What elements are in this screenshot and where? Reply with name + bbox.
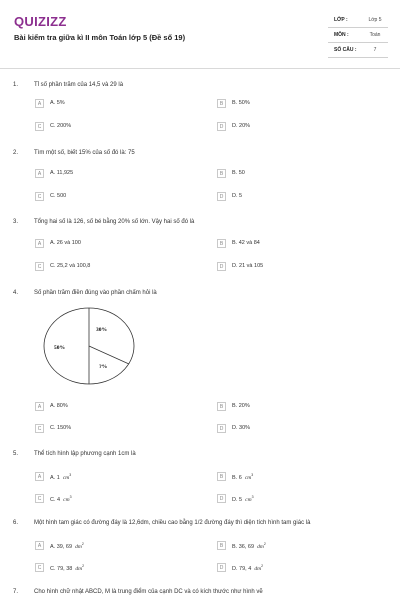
option-d[interactable] — [216, 562, 392, 573]
option-d[interactable] — [216, 493, 392, 504]
question-text: Tỉ số phần trăm của 14,5 và 29 là — [34, 82, 124, 88]
option-text: D. 5 $cm^3$ — [232, 495, 254, 503]
option-b[interactable] — [216, 471, 392, 482]
option-letter: A — [35, 239, 44, 248]
meta-value-subject: Toán — [369, 32, 381, 38]
option-text: A. 39, 69 $dm^2$ — [50, 542, 84, 550]
option-text: D. 21 và 105 — [232, 263, 264, 269]
option-letter: A — [35, 472, 44, 481]
option-d[interactable] — [216, 423, 392, 434]
option-c[interactable] — [34, 191, 210, 202]
question-text: Thể tích hình lập phương cạnh 1cm là — [34, 451, 136, 457]
option-text: A. 80% — [50, 403, 68, 409]
option-letter: D — [217, 494, 226, 503]
option-letter: A — [35, 169, 44, 178]
option-letter: C — [35, 424, 44, 433]
option-c[interactable] — [34, 121, 210, 132]
option-text: A. 11,925 — [50, 170, 74, 176]
option-text: C. 200% — [50, 123, 72, 129]
page-title: Bài kiểm tra giữa kì II môn Toán lớp 5 (Đề số 19) — [14, 33, 186, 42]
option-a[interactable] — [34, 98, 210, 109]
option-text: D. 30% — [232, 425, 251, 431]
option-text: C. 150% — [50, 425, 72, 431]
question-text: Tìm một số, biết 15% của số đó là: 75 — [34, 150, 135, 156]
quizizz-logo: QUIZIZZ — [14, 14, 67, 29]
option-a[interactable] — [34, 540, 210, 551]
question-number: 6. — [13, 520, 19, 526]
meta-value-class: Lớp 5 — [368, 17, 382, 23]
option-text: C. 500 — [50, 193, 67, 199]
option-letter: A — [35, 541, 44, 550]
option-letter: C — [35, 563, 44, 572]
option-d[interactable] — [216, 121, 392, 132]
question-number: 7. — [13, 589, 19, 595]
option-text: C. 25,2 và 100,8 — [50, 263, 91, 269]
meta-label-class: LỚP : — [334, 17, 348, 23]
option-a[interactable] — [34, 471, 210, 482]
pie-label-unknown: ?% — [99, 364, 108, 370]
option-letter: B — [217, 99, 226, 108]
option-letter: D — [217, 192, 226, 201]
question-text: Cho hình chữ nhật ABCD, M là trung điểm của cạnh DC và có kích thước như hình vẽ — [34, 589, 263, 595]
worksheet-header — [0, 0, 400, 66]
question-text: Một hình tam giác có đường đáy là 12,6dm, chiều cao bằng 1/2 đường đáy thì diện tích hình tam giác là — [34, 520, 311, 526]
option-c[interactable] — [34, 261, 210, 272]
option-letter: B — [217, 472, 226, 481]
option-b[interactable] — [216, 401, 392, 412]
option-text: A. 5% — [50, 100, 65, 106]
option-text: B. 36, 69 $dm^2$ — [232, 542, 266, 550]
pie-label-50: 50% — [54, 345, 65, 351]
option-a[interactable] — [34, 401, 210, 412]
meta-underline — [328, 27, 388, 28]
option-b[interactable] — [216, 540, 392, 551]
question-number: 3. — [13, 219, 19, 225]
option-text: B. 42 và 84 — [232, 240, 260, 246]
option-letter: D — [217, 424, 226, 433]
question-number: 1. — [13, 82, 19, 88]
option-letter: D — [217, 122, 226, 131]
question-text: Tổng hai số là 126, số bé bằng 20% số lớn. Vậy hai số đó là — [34, 219, 195, 225]
option-text: A. 26 và 100 — [50, 240, 81, 246]
option-letter: C — [35, 494, 44, 503]
option-letter: A — [35, 99, 44, 108]
option-letter: D — [217, 262, 226, 271]
option-text: D. 5 — [232, 193, 243, 199]
question-number: 5. — [13, 451, 19, 457]
meta-underline — [328, 57, 388, 58]
option-text: B. 6 $cm^3$ — [232, 473, 254, 481]
option-b[interactable] — [216, 98, 392, 109]
meta-label-count: SỐ CÂU : — [334, 47, 357, 53]
option-c[interactable] — [34, 493, 210, 504]
option-c[interactable] — [34, 562, 210, 573]
option-text: B. 50% — [232, 100, 250, 106]
option-letter: B — [217, 402, 226, 411]
question-number: 4. — [13, 290, 19, 296]
option-c[interactable] — [34, 423, 210, 434]
question-text: Số phần trăm điền đúng vào phần chấm hỏi là — [34, 290, 157, 296]
question-number: 2. — [13, 150, 19, 156]
option-text: D. 20% — [232, 123, 251, 129]
option-letter: B — [217, 239, 226, 248]
option-d[interactable] — [216, 191, 392, 202]
meta-label-subject: MÔN : — [334, 32, 349, 38]
option-letter: C — [35, 192, 44, 201]
option-letter: B — [217, 541, 226, 550]
option-letter: D — [217, 563, 226, 572]
option-text: B. 50 — [232, 170, 245, 176]
option-a[interactable] — [34, 168, 210, 179]
option-letter: C — [35, 122, 44, 131]
header-divider — [0, 68, 400, 69]
option-text: A. 1 $cm^3$ — [50, 473, 72, 481]
option-text: B. 20% — [232, 403, 250, 409]
option-a[interactable] — [34, 238, 210, 249]
option-letter: C — [35, 262, 44, 271]
option-text: C. 4 $cm^3$ — [50, 495, 72, 503]
option-letter: A — [35, 402, 44, 411]
option-text: C. 79, 38 $dm^2$ — [50, 564, 85, 572]
option-b[interactable] — [216, 168, 392, 179]
meta-value-count: 7 — [373, 47, 377, 53]
option-d[interactable] — [216, 261, 392, 272]
pie-label-30: 30% — [96, 327, 107, 333]
option-letter: B — [217, 169, 226, 178]
option-b[interactable] — [216, 238, 392, 249]
meta-underline — [328, 42, 388, 43]
pie-figure — [42, 306, 136, 386]
option-text: D. 79, 4 $dm^2$ — [232, 564, 264, 572]
